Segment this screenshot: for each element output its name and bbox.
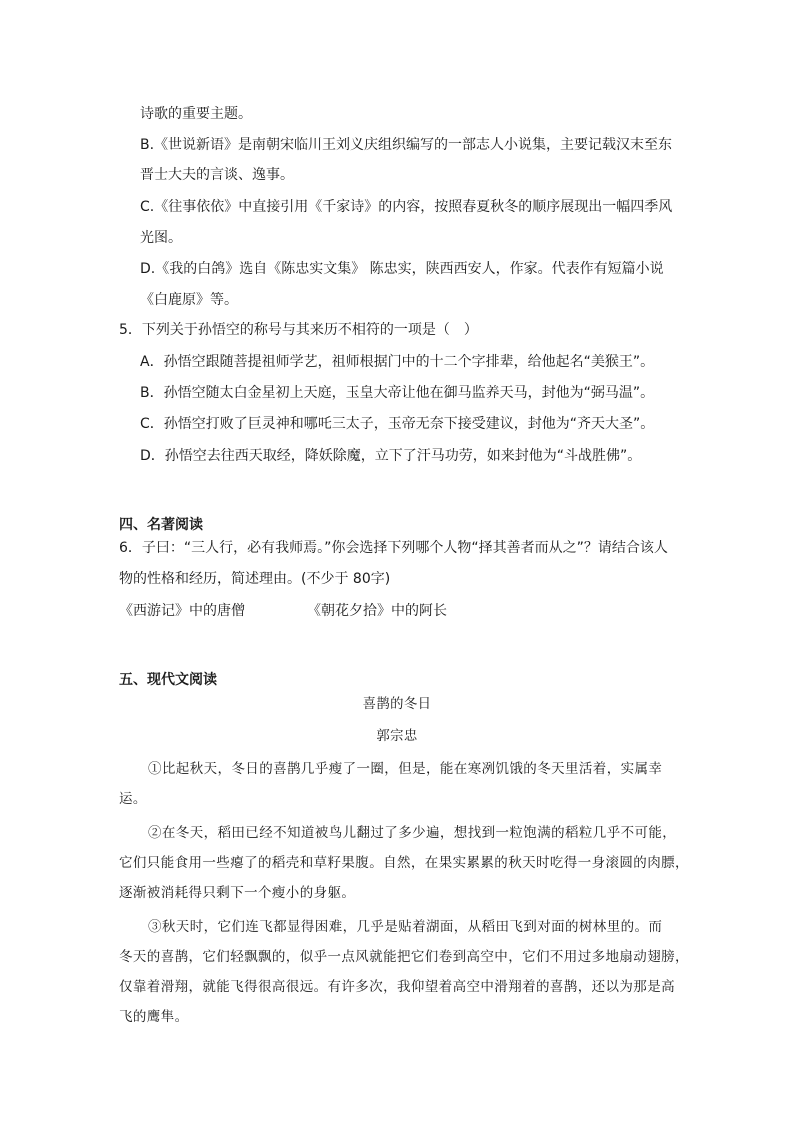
paragraph-2-line2: 它们只能食用一些瘪了的稻壳和草籽果腹。自然，在果实累累的秋天时吃得一身滚圆的肉膘， [119, 855, 689, 871]
article-title: 喜鹊的冬日 [362, 697, 432, 712]
paragraph-2-line1: ②在冬天，稻田已经不知道被鸟儿翻过了多少遍，想找到一粒饱满的稻粒几乎不可能， [148, 825, 677, 841]
article-author: 郭宗忠 [376, 729, 418, 744]
q5-option-c: C．孙悟空打败了巨灵神和哪吒三太子，玉帝无奈下接受建议，封他为“齐天大圣”。 [140, 416, 655, 432]
q5-option-d: D．孙悟空去往西天取经，降妖除魔，立下了汗马功劳，如来封他为“斗战胜佛”。 [140, 448, 642, 464]
paragraph-3-line2: 冬天的喜鹊，它们轻飘飘的，似乎一点风就能把它们卷到高空中，它们不用过多地扇动翅膀， [119, 949, 689, 965]
q6-stem-line1: 6．子曰：“三人行，必有我师焉。”你会选择下列哪个人物“择其善者而从之”？请结合该人 [119, 540, 668, 556]
q5-option-a: A．孙悟空跟随菩提祖师学艺，祖师根据门中的十二个字排辈，给他起名“美猴王”。 [140, 354, 655, 370]
paragraph-1-line1: ①比起秋天，冬日的喜鹊几乎瘦了一圈，但是，能在寒冽饥饿的冬天里活着，实属幸 [148, 761, 663, 777]
paragraph-2-line3: 逐渐被消耗得只剩下一个瘦小的身躯。 [119, 885, 356, 901]
q4-option-c-line2: 光图。 [140, 230, 182, 246]
paragraph-3-line3: 仅靠着滑翔，就能飞得很高很远。有许多次，我仰望着高空中滑翔着的喜鹊，还以为那是高 [119, 979, 675, 995]
q4-option-b-line1: B.《世说新语》是南朝宋临川王刘义庆组织编写的一部志人小说集，主要记载汉末至东 [140, 137, 673, 153]
q5-stem: 5．下列关于孙悟空的称号与其来历不相符的一项是（ ） [119, 322, 478, 338]
section-heading-modern-reading: 五、现代文阅读 [119, 672, 217, 688]
q4-option-b-line2: 晋士大夫的言谈、逸事。 [140, 167, 294, 183]
q6-option-1: 《西游记》中的唐僧 [119, 603, 245, 619]
q4-option-c-line1: C.《往事依依》中直接引用《千家诗》的内容，按照春夏秋冬的顺序展现出一幅四季风 [140, 199, 673, 215]
q6-stem-line2: 物的性格和经历，简述理由。(不少于 80字) [119, 571, 391, 587]
section-heading-classics: 四、名著阅读 [119, 517, 203, 533]
q4-option-d-line1: D.《我的白鸽》选自《陈忠实文集》 陈忠实，陕西西安人，作家。代表作有短篇小说 [140, 261, 664, 277]
paragraph-3-line4: 飞的鹰隼。 [119, 1009, 189, 1025]
paragraph-3-line1: ③秋天时，它们连飞都显得困难，几乎是贴着湖面，从稻田飞到对面的树林里的。而 [148, 919, 663, 935]
q6-option-2: 《朝花夕拾》中的阿长 [307, 603, 447, 619]
q4-option-d-line2: 《白鹿原》等。 [140, 292, 238, 308]
paragraph-1-line2: 运。 [119, 791, 147, 807]
q4-a-tail: 诗歌的重要主题。 [140, 106, 252, 122]
q5-option-b: B．孙悟空随太白金星初上天庭，玉皇大帝让他在御马监养天马，封他为“弼马温”。 [140, 385, 655, 401]
